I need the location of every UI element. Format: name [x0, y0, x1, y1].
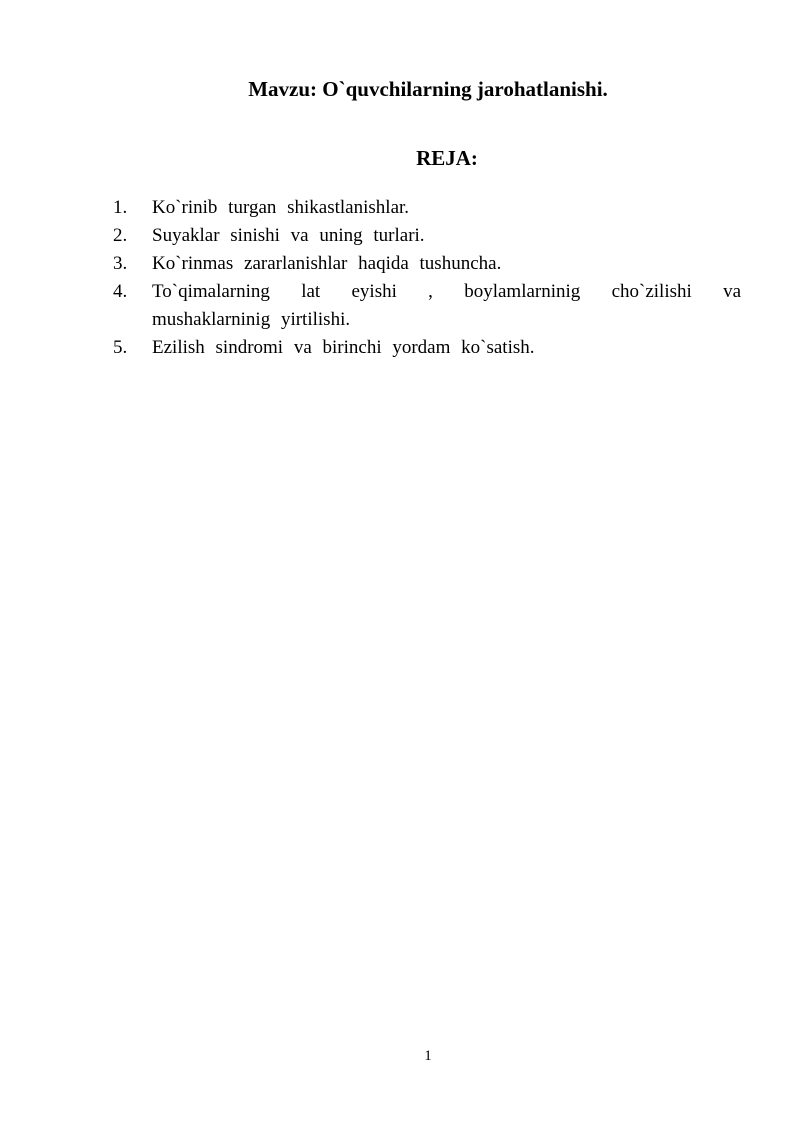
page-number: 1 [424, 1048, 432, 1064]
list-item-text: Ezilish sindromi va birinchi yordam ko`satish. [152, 337, 535, 358]
list-item [0, 334, 800, 362]
list-item [0, 222, 800, 250]
list-item-text: Ko`rinmas zararlanishlar haqida tushuncha. [152, 253, 502, 274]
list-item-number: 1. [113, 197, 128, 218]
list-item-text: Suyaklar sinishi va uning turlari. [152, 225, 425, 246]
list-item-number: 3. [113, 253, 128, 274]
list-item-number: 5. [113, 337, 128, 358]
list-item-number: 4. [113, 281, 128, 302]
plan-list [0, 194, 800, 362]
plan-heading: REJA: [416, 146, 478, 170]
list-item [0, 278, 800, 334]
list-item-number: 2. [113, 225, 128, 246]
list-item-text: Ko`rinib turgan shikastlanishlar. [152, 197, 410, 218]
list-item [0, 194, 800, 222]
list-item [0, 250, 800, 278]
page-title: Mavzu: O`quvchilarning jarohatlanishi. [248, 77, 608, 101]
list-item-text: To`qimalarning lat eyishi , boylamlarninig cho`zilishi va mushaklarninig yirtilishi. [152, 281, 741, 330]
